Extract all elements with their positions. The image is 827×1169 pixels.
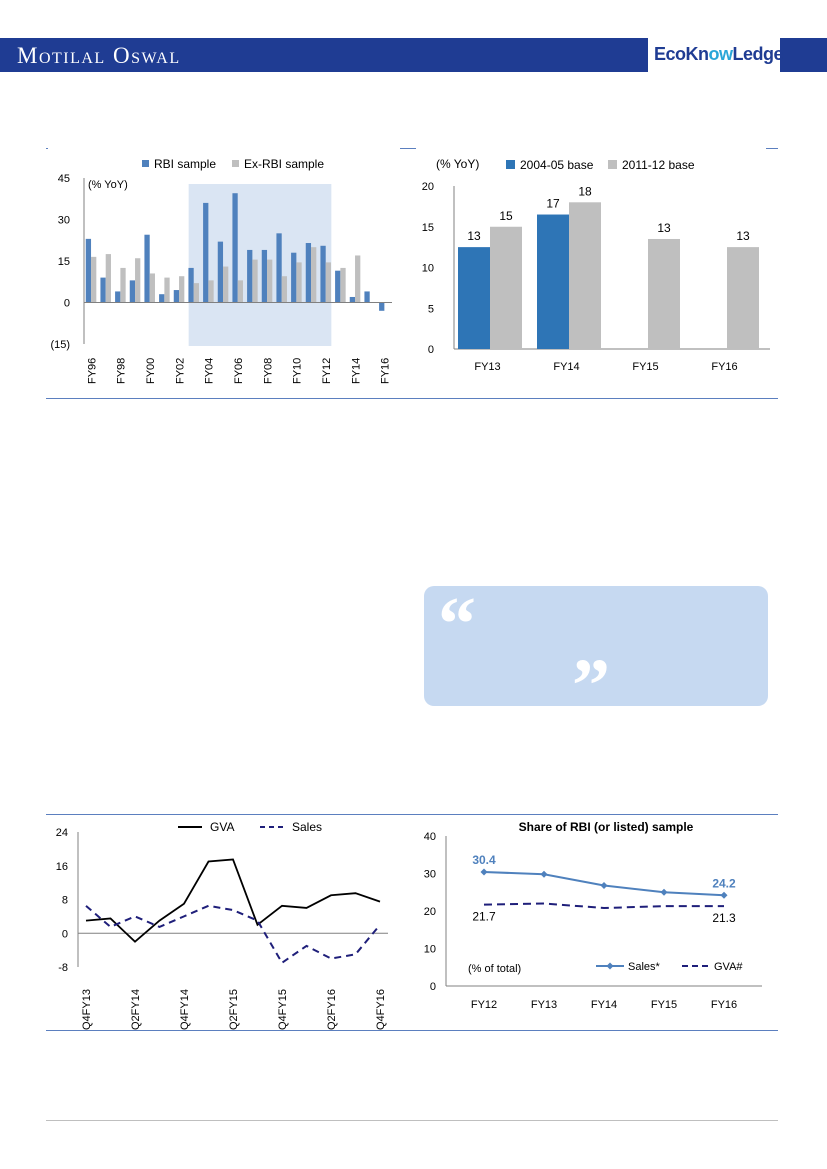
bar-fy15-s2 (648, 239, 680, 349)
x-tick-label: Q2FY14 (130, 989, 142, 1030)
y-tick-label: 30 (57, 214, 70, 227)
bar-fy11-s2 (311, 247, 316, 302)
bar-fy01-s2 (164, 278, 169, 303)
bar-fy06-s2 (238, 280, 243, 302)
data-label: 18 (578, 184, 592, 199)
legend-marker (607, 963, 614, 970)
x-tick-label: FY13 (474, 361, 501, 373)
bar-fy11-s1 (306, 243, 311, 302)
logo-text-right: Ledge (732, 44, 784, 64)
y-tick-label: (15) (50, 339, 70, 351)
x-tick-label: FY14 (590, 999, 618, 1011)
bar-fy13-s1 (458, 247, 490, 349)
data-label: 24.2 (712, 876, 736, 891)
chart-title: Share of RBI (or listed) sample (518, 820, 694, 834)
logo-text-left: EcoKn (654, 44, 709, 64)
data-label: 30.4 (472, 853, 496, 867)
x-tick-label: FY14 (350, 357, 363, 384)
bar-fy08-s1 (262, 250, 267, 303)
bar-fy16-s1 (379, 303, 384, 311)
x-tick-label: FY06 (233, 357, 245, 384)
data-label: 21.7 (472, 909, 496, 924)
bar-fy96-s2 (91, 257, 96, 303)
bar-fy12-s1 (320, 246, 325, 303)
bar-fy16-s2 (727, 247, 759, 349)
point-marker (661, 889, 668, 896)
legend-swatch (142, 160, 149, 167)
data-label: 15 (499, 208, 513, 223)
x-tick-label: Q4FY13 (81, 989, 93, 1030)
chart-rbi-vs-ex-rbi (46, 140, 400, 390)
y-tick-label: 0 (63, 297, 70, 310)
point-marker (481, 869, 488, 876)
legend-label: Sales (292, 820, 323, 834)
y-tick-label: 45 (57, 173, 70, 185)
quote-box (424, 582, 768, 728)
x-tick-label: Q2FY16 (326, 989, 338, 1030)
header-band (0, 38, 827, 72)
legend-label: GVA# (714, 961, 743, 973)
bar-fy13-s1 (335, 271, 340, 303)
y-tick-label: 0 (61, 928, 68, 941)
y-tick-label: 10 (423, 943, 436, 956)
y-tick-label: 10 (421, 262, 434, 275)
x-tick-label: FY15 (650, 999, 678, 1011)
data-label: 13 (467, 229, 481, 244)
y-axis-label: (% of total) (468, 963, 522, 975)
x-tick-label: FY15 (632, 361, 659, 373)
x-tick-label: FY00 (145, 357, 157, 384)
bar-fy02-s1 (174, 290, 179, 302)
y-axis-label: (% YoY) (436, 157, 480, 171)
y-tick-label: 24 (55, 827, 68, 839)
y-tick-label: 0 (429, 981, 436, 993)
legend-swatch (506, 160, 515, 169)
bar-fy03-s2 (194, 283, 199, 302)
bar-fy15-s1 (364, 291, 369, 302)
section-divider-2 (46, 814, 778, 815)
x-tick-label: Q2FY15 (228, 989, 240, 1030)
bar-fy03-s1 (188, 268, 193, 303)
bar-fy12-s2 (326, 262, 331, 302)
bar-fy10-s2 (296, 262, 301, 302)
bar-fy14-s2 (569, 202, 601, 349)
bar-fy14-s1 (537, 215, 569, 349)
legend-label: 2004-05 base (520, 158, 594, 172)
data-label: 21.3 (712, 911, 736, 926)
logo-text-mid: ow (708, 44, 733, 64)
y-tick-label: 8 (61, 894, 68, 907)
x-tick-label: FY12 (321, 357, 333, 384)
bar-fy99-s2 (135, 258, 140, 302)
footer-rule (46, 1120, 778, 1121)
x-tick-label: Q4FY14 (179, 989, 191, 1030)
x-tick-label: FY16 (379, 357, 392, 384)
y-tick-label: 40 (423, 831, 436, 843)
bar-fy06-s1 (232, 193, 237, 302)
y-tick-label: 0 (427, 344, 434, 356)
x-tick-label: FY13 (530, 999, 558, 1011)
series-line-sales (86, 906, 380, 963)
x-tick-label: FY10 (291, 357, 304, 384)
bar-fy13-s2 (340, 268, 345, 303)
x-tick-label: FY16 (710, 999, 738, 1011)
bar-fy99-s1 (130, 280, 135, 302)
point-marker (721, 892, 728, 899)
y-tick-label: 5 (427, 303, 434, 316)
data-label: 13 (736, 229, 750, 244)
bar-fy05-s2 (223, 267, 228, 303)
bar-fy13-s2 (490, 227, 522, 349)
data-label: 13 (657, 220, 671, 235)
x-tick-label: FY98 (115, 357, 128, 384)
ecoknowledge-logo (648, 38, 784, 72)
x-tick-label: FY08 (262, 357, 275, 384)
x-tick-label: Q4FY15 (277, 989, 289, 1030)
y-tick-label: 30 (423, 868, 436, 881)
bar-fy00-s2 (150, 273, 155, 302)
quote-close-icon: ” (572, 644, 610, 728)
bar-fy10-s1 (291, 253, 296, 303)
bar-fy00-s1 (144, 235, 149, 303)
bar-fy96-s1 (86, 239, 91, 303)
chart-base-comparison (400, 140, 778, 390)
bar-fy07-s2 (252, 260, 257, 303)
x-tick-label: FY04 (203, 357, 216, 384)
x-tick-label: FY12 (470, 999, 498, 1011)
bar-fy07-s1 (247, 250, 252, 303)
series-line-2 (484, 904, 724, 909)
section-divider-1 (46, 398, 778, 399)
y-tick-label: -8 (58, 962, 68, 974)
point-marker (601, 882, 608, 889)
x-tick-label: FY14 (553, 361, 580, 373)
bar-fy02-s2 (179, 276, 184, 302)
x-tick-label: FY96 (86, 357, 99, 384)
y-tick-label: 20 (423, 906, 436, 918)
series-line-gva (86, 859, 380, 941)
point-marker (541, 871, 548, 878)
y-tick-label: 15 (57, 256, 70, 268)
bar-fy14-s1 (350, 297, 355, 303)
legend-label: 2011-12 base (622, 158, 695, 172)
legend-label: GVA (210, 820, 235, 834)
legend-swatch (232, 160, 239, 167)
bar-fy01-s1 (159, 294, 164, 302)
chart-gva-vs-sales (46, 818, 400, 1028)
data-label: 17 (546, 196, 560, 211)
legend-label: RBI sample (154, 157, 217, 171)
bar-fy08-s2 (267, 260, 272, 303)
y-tick-label: 15 (421, 221, 434, 234)
chart-share-rbi-sample (400, 818, 778, 1028)
bar-fy98-s1 (115, 291, 120, 302)
x-tick-label: Q4FY16 (375, 989, 387, 1030)
bar-fy09-s1 (276, 233, 281, 302)
bar-fy09-s2 (282, 276, 287, 302)
brand-name: Motilal Oswal (17, 43, 181, 68)
bar-fy04-s2 (208, 280, 213, 302)
section-divider-3 (46, 1030, 778, 1031)
bar-fy97-s2 (106, 254, 111, 302)
legend-swatch (608, 160, 617, 169)
bar-fy97-s1 (100, 278, 105, 303)
y-tick-label: 20 (421, 181, 434, 193)
bar-fy04-s1 (203, 203, 208, 303)
legend-label: Sales* (628, 961, 660, 973)
quote-open-icon: “ (438, 582, 476, 666)
legend-label: Ex-RBI sample (244, 157, 325, 171)
x-tick-label: FY02 (174, 357, 187, 384)
bar-fy98-s2 (120, 268, 125, 303)
bar-fy14-s2 (355, 255, 360, 302)
logo-text (654, 44, 783, 65)
bar-fy05-s1 (218, 242, 223, 303)
x-tick-label: FY16 (711, 361, 738, 373)
y-tick-label: 16 (55, 860, 68, 873)
y-axis-label: (% YoY) (88, 179, 128, 191)
